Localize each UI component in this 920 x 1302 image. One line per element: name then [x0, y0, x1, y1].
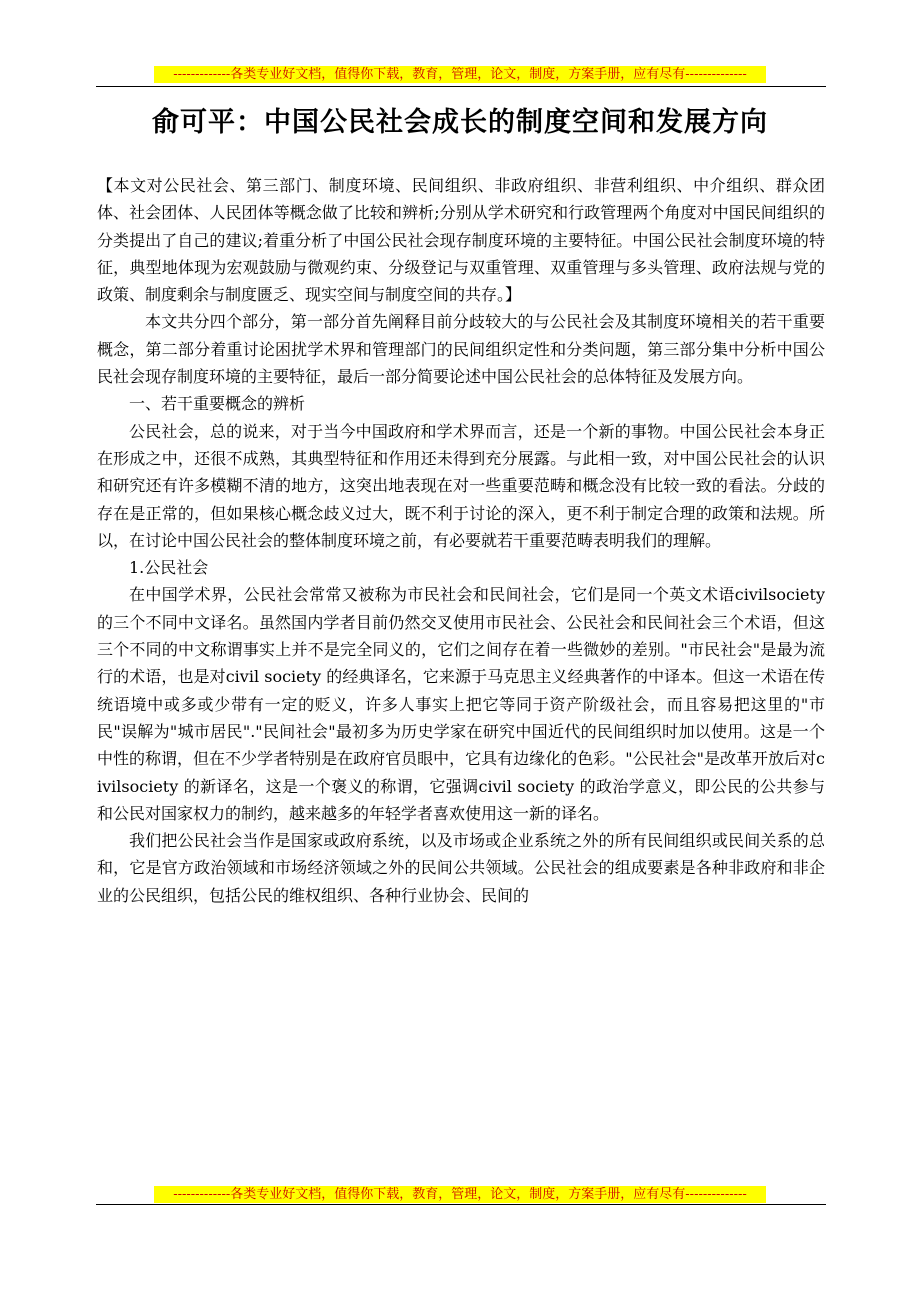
- section-heading: 一、若干重要概念的辨析: [129, 394, 306, 414]
- subsection-heading: 1.公民社会: [129, 558, 209, 578]
- abstract-paragraph: 【本文对公民社会、第三部门、制度环境、民间组织、非政府组织、非营利组织、中介组织、群众团体、社会团体、人民团体等概念做了比较和辨析;分别从学术研究和行政管理两个角度对中国民间组织的分类提出了自己的建议;着重分析了中国公民社会现存制度环境的主要特征。中国公民社会制度环境的特征，典型地体现为宏观鼓励与微观约束、分级登记与双重管理、双重管理与多头管理、政府法规与党的政策、制度剩余与制度匮乏、现实空间与制度空间的共存。】: [97, 176, 825, 305]
- footer-rule: [96, 1204, 826, 1205]
- footer-banner: -------------各类专业好文档，值得你下载，教育，管理，论文，制度，方案手册，应有尽有--------------: [154, 1186, 766, 1203]
- document-body: [97, 172, 825, 909]
- body-paragraph: 在中国学术界，公民社会常常又被称为市民社会和民间社会，它们是同一个英文术语civilsociety 的三个不同中文译名。虽然国内学者目前仍然交叉使用市民社会、公民社会和民间社会三个术语，但这三个不同的中文称谓事实上并不是完全同义的，它们之间存在着一些微妙的差别。"市民社会"是最为流行的术语，也是对civil society 的经典译名，它来源于马克思主义经典著作的中译本。但这一术语在传统语境中或多或少带有一定的贬义，许多人事实上把它等同于资产阶级社会，而且容易把这里的"市民"误解为"城市居民"."民间社会"最初多为历史学家在研究中国近代的民间组织时加以使用。这是一个中性的称谓，但在不少学者特别是在政府官员眼中，它具有边缘化的色彩。"公民社会"是改革开放后对civilsociety 的新译名，这是一个褒义的称谓，它强调civil society 的政治学意义，即公民的公共参与和公民对国家权力的制约，越来越多的年轻学者喜欢使用这一新的译名。: [97, 585, 825, 823]
- document-title: 俞可平：中国公民社会成长的制度空间和发展方向: [152, 107, 768, 138]
- intro-paragraph: 本文共分四个部分，第一部分首先阐释目前分歧较大的与公民社会及其制度环境相关的若干重要概念，第二部分着重讨论困扰学术界和管理部门的民间组织定性和分类问题，第三部分集中分析中国公民社会现存制度环境的主要特征，最后一部分简要论述中国公民社会的总体特征及发展方向。: [97, 312, 825, 387]
- header-banner: -------------各类专业好文档，值得你下载，教育，管理，论文，制度，方案手册，应有尽有--------------: [154, 66, 766, 83]
- body-paragraph: 我们把公民社会当作是国家或政府系统，以及市场或企业系统之外的所有民间组织或民间关系的总和，它是官方政治领域和市场经济领域之外的民间公共领域。公民社会的组成要素是各种非政府和非企业的公民组织，包括公民的维权组织、各种行业协会、民间的: [97, 831, 825, 905]
- header-rule: [96, 86, 826, 87]
- body-paragraph: 公民社会，总的说来，对于当今中国政府和学术界而言，还是一个新的事物。中国公民社会本身正在形成之中，还很不成熟，其典型特征和作用还未得到充分展露。与此相一致，对中国公民社会的认识和研究还有许多模糊不清的地方，这突出地表现在对一些重要范畴和概念没有比较一致的看法。分歧的存在是正常的，但如果核心概念歧义过大，既不利于讨论的深入，更不利于制定合理的政策和法规。所以，在讨论中国公民社会的整体制度环境之前，有必要就若干重要范畴表明我们的理解。: [97, 421, 825, 550]
